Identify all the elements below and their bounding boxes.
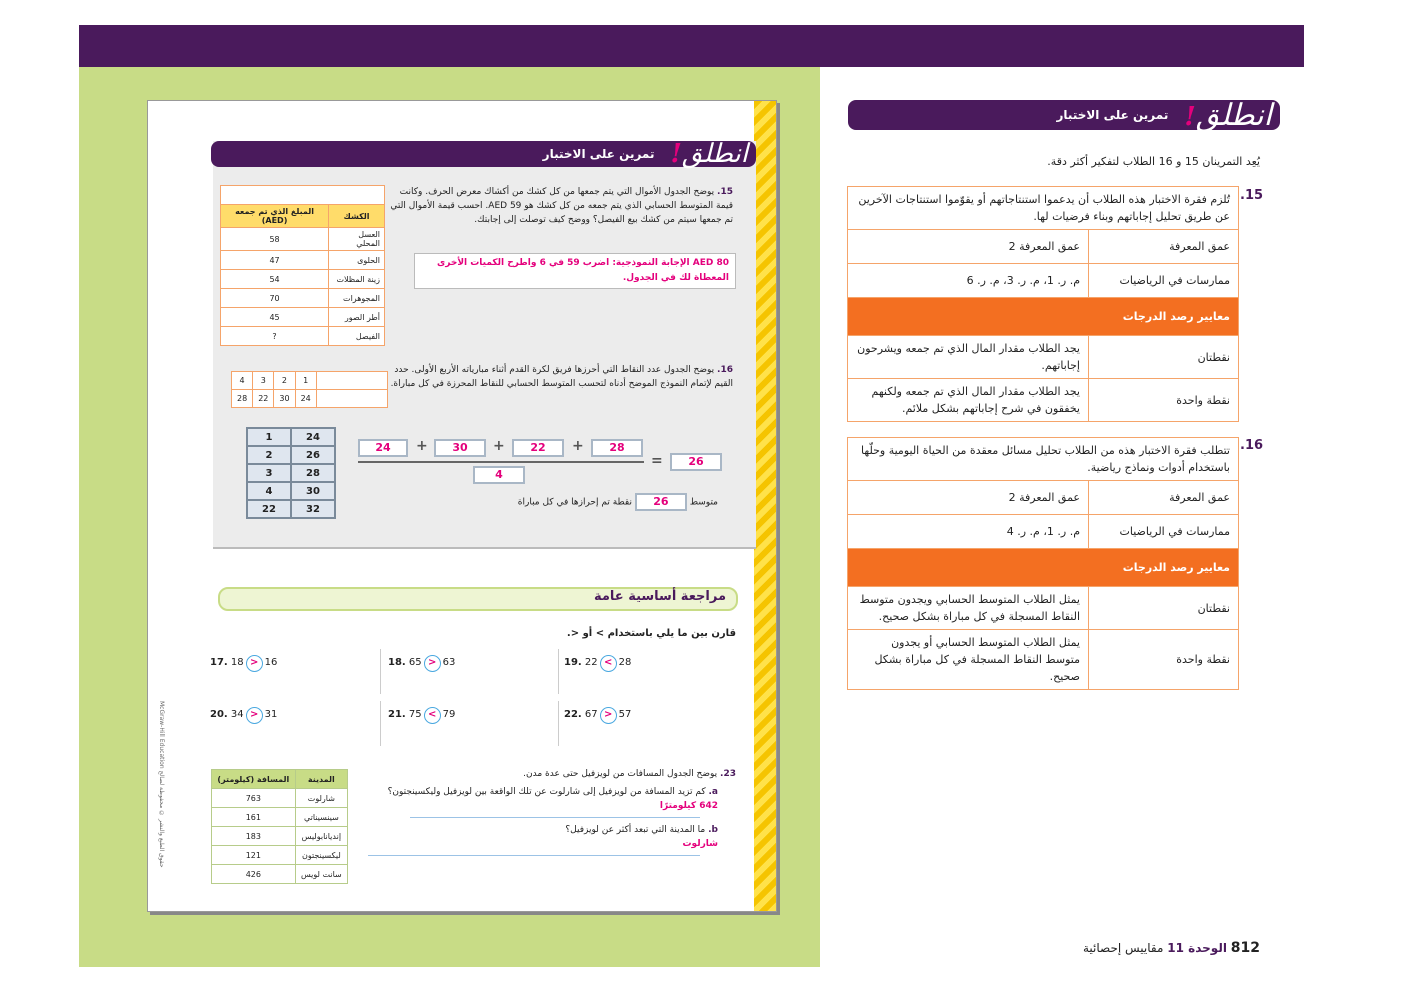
compare-item: 19. 22 < 28	[564, 655, 631, 672]
ex16-description: تتطلب فقرة الاختبار هذه من الطلاب تحليل مسائل معقدة من الحياة اليومية وحلّها باستخدام أدوات ونماذج رياضية.	[848, 438, 1239, 481]
q23-text: 23. يوضح الجدول المسافات من لويزفيل حتى عدة مدن.	[523, 769, 736, 779]
ex16-table: تتطلب فقرة الاختبار هذه من الطلاب تحليل مسائل معقدة من الحياة اليومية وحلّها باستخدام أدوات ونماذج رياضية. عمق المعرفة عمق المعرفة 2 ممارسات في الرياضيات م. ر. 1، م. ر. 4 معايير رصد الدرجات نقطتان يمثل الطلاب المتوسط الحسابي ويجدون متوسط النقاط المسجلة في كل مباراة بشكل صحيح. نقطة واحدة يمثل الطلاب المتوسط الحسابي أو يجدون متوسط النقاط المسجلة في كل مباراة بشكل صحيح.	[847, 437, 1239, 690]
top-purple-bar	[79, 25, 1304, 67]
money-table-title: معرض الحرف الشمالي	[221, 186, 385, 205]
ex15-description: تُلزم فقرة الاختبار هذه الطلاب أن يدعموا استنتاجاتهم أو يقوّموا استنتاجات الآخرين عن طريق تحليل إجاباتهم وبناء فرضيات لها.	[848, 187, 1239, 230]
table-row: شارلوت 763	[212, 789, 348, 808]
table-row: سينسيناتي 161	[212, 808, 348, 827]
money-table-header: المبلغ الذي تم جمعه (AED)	[221, 205, 329, 228]
logo: انطلق!	[670, 139, 748, 169]
divider	[380, 649, 381, 694]
plus-sign: +	[572, 438, 584, 454]
eq-denominator: 4	[473, 466, 525, 484]
q23a: a. كم تزيد المسافة من لويزفيل إلى شارلوت عن تلك الواقعة بين لويزفيل وليكسينجتون؟ 642 كيلومترًا	[387, 787, 718, 811]
unit-title: مقاييس إحصائية	[1082, 941, 1164, 955]
copyright-text: McGraw-Hill Education حقوق الطبع والنشر © محفوظة لصالح	[158, 701, 165, 868]
table-row: سانت لويس 426	[212, 865, 348, 884]
logo: انطلق!	[1184, 97, 1272, 133]
intro-text: يُعِد التمرينان 15 و 16 الطلاب لتفكير أكثر دقة.	[1047, 155, 1260, 168]
q16-text: 16. يوضح الجدول عدد النقاط التي أحرزها فريق لكرة القدم أثناء مبارياته الأربع الأولى. حدد القيم لإتمام النموذج الموضح أدناه لتحسب المتوسط الحسابي للنقاط المحرزة في كل مباراة.	[390, 365, 733, 389]
page-number: 812	[1230, 940, 1260, 956]
divider	[380, 701, 381, 746]
answer-line	[410, 817, 700, 818]
banner-title: تمرين على الاختبار	[542, 147, 655, 161]
student-page	[147, 100, 777, 912]
table-row: ليكسينجتون 121	[212, 846, 348, 865]
table-row: الفيصل ?	[221, 327, 385, 346]
compare-item: 21. 75 < 79	[388, 707, 455, 724]
rubric-header: معايير رصد الدرجات	[848, 549, 1239, 587]
money-table-header: الكشك	[329, 205, 385, 228]
eq-box: 22	[512, 439, 564, 457]
right-banner	[848, 97, 1280, 133]
table-row: زينة المظلات 54	[221, 270, 385, 289]
ex15-table: تُلزم فقرة الاختبار هذه الطلاب أن يدعموا استنتاجاتهم أو يقوّموا استنتاجات الآخرين عن طريق تحليل إجاباتهم وبناء فرضيات لها. عمق المعرفة عمق المعرفة 2 ممارسات في الرياضيات م. ر. 1، م. ر. 3، م. ر. 6 معايير رصد الدرجات نقطتان يجد الطلاب مقدار المال الذي تم جمعه ويشرحون إجاباتهم. نقطة واحدة يجد الطلاب مقدار المال الذي تم جمعه ولكنهم يخفقون في شرح إجاباتهم بشكل ملائم.	[847, 186, 1239, 422]
rubric-header: معايير رصد الدرجات	[848, 298, 1239, 336]
q23b: b. ما المدينة التي تبعد أكثر عن لويزفيل؟ شارلوت	[565, 825, 718, 849]
equals-sign: =	[651, 453, 663, 469]
banner-title: تمرين على الاختبار	[1056, 108, 1169, 122]
money-table	[220, 185, 385, 346]
number-tiles: 1 24 2 26 3 28 4 30 22 32	[246, 427, 336, 519]
q15-text: 15. يوضح الجدول الأموال التي يتم جمعها من كل كشك من أكشاك معرض الحرف. وكانت قيمة المتوسط الحسابي الذي يتم جمعه من كل كشك هو 59 AED. احسب قيمة الأموال التي تم جمعها سيتم من كشك بيع الفيصل؟ ووضح كيف توصلت إلى إجابتك.	[390, 187, 733, 225]
eq-box: 24	[358, 439, 408, 457]
table-row: الحلوى 47	[221, 251, 385, 270]
game-table: اللعبة 1 2 3 4 النقاط المحرزة 24 30 22 28	[231, 371, 388, 408]
divider	[558, 701, 559, 746]
table-row: العسل المحلي 58	[221, 228, 385, 251]
plus-sign: +	[416, 438, 428, 454]
ex16-number: .16	[1240, 438, 1264, 453]
left-banner	[211, 141, 756, 167]
ex15-number: .15	[1240, 188, 1264, 203]
table-row: أطر الصور 45	[221, 308, 385, 327]
table-row: المجوهرات 70	[221, 289, 385, 308]
eq-result: 26	[670, 453, 722, 471]
divider	[558, 649, 559, 694]
compare-prompt: قارن بين ما يلي باستخدام > أو <.	[566, 628, 736, 639]
page-footer	[1070, 940, 1260, 956]
distance-table: المدينة المسافة (كيلومتر) شارلوت 763 سينسيناتي 161 إنديانابوليس 183 ليكسينجتون 121 سانت لويس 426	[211, 769, 348, 884]
mean-line: متوسط 26 نقطة تم إحرازها في كل مباراة	[428, 493, 718, 511]
answer-line	[368, 855, 700, 856]
unit-label: الوحدة 11	[1167, 941, 1227, 955]
yellow-stripe	[754, 101, 776, 911]
q15-answer-box: AED 80 الإجابة النموذجية: اضرب 59 في 6 واطرح الكميات الأخرى المعطاة لك في الجدول.	[414, 253, 736, 289]
compare-item: 18. 65 > 63	[388, 655, 455, 672]
eq-box: 28	[591, 439, 643, 457]
plus-sign: +	[493, 438, 505, 454]
fraction-bar	[358, 461, 644, 463]
compare-item: 17. 18 > 16	[210, 655, 277, 672]
table-row: إنديانابوليس 183	[212, 827, 348, 846]
eq-box: 30	[434, 439, 486, 457]
compare-item: 20. 34 > 31	[210, 707, 277, 724]
compare-item: 22. 67 > 57	[564, 707, 631, 724]
review-header: مراجعة أساسية عامة	[218, 587, 738, 611]
